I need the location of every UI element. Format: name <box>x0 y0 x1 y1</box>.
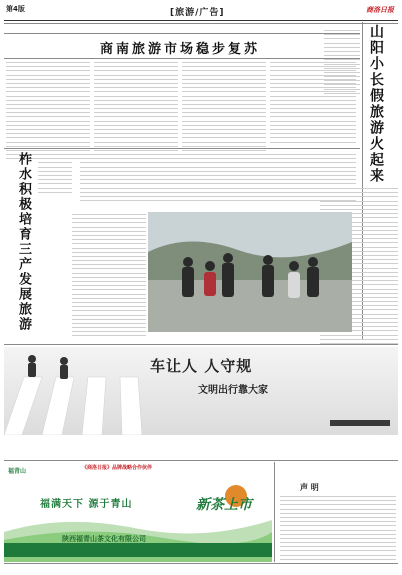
header-rule <box>4 20 398 21</box>
ad-slogan: 福满天下 源于青山 <box>40 499 133 510</box>
rule <box>4 58 360 59</box>
ad-top-line: 《商洛日报》品牌战略合作伙伴 <box>82 465 153 471</box>
rule <box>274 462 275 562</box>
article-3-col-1 <box>72 214 146 340</box>
section-title: [旅游/广告] <box>170 8 225 18</box>
page-number: 第4版 <box>6 5 25 13</box>
rule <box>4 148 360 149</box>
ad-company: 陕西福青山茶文化有限公司 <box>62 535 146 543</box>
header-rule-thin <box>4 23 398 24</box>
article-3-top-rows <box>80 154 356 204</box>
tourism-photo <box>148 212 352 332</box>
ad-brand: 新茶上市 <box>196 497 252 513</box>
article-3-col-0 <box>38 154 72 196</box>
ad-credit-bar <box>330 420 390 426</box>
paper-name: 商洛日报 <box>366 6 394 14</box>
article-2-headline: 山阳小长假旅游火起来 <box>368 24 384 184</box>
article-3-headline: 柞水积极培育三产发展旅游 <box>16 152 31 332</box>
ad-banner-title: 车让人 人守规 <box>150 357 253 375</box>
rule <box>4 33 360 34</box>
article-1-headline: 商南旅游市场稳步复苏 <box>99 42 260 57</box>
notice-title: 声 明 <box>300 483 319 492</box>
rule <box>4 460 398 461</box>
ad-contact-bar <box>4 543 272 557</box>
rule <box>4 563 398 564</box>
ad-banner-subtitle: 文明出行靠大家 <box>198 385 268 396</box>
notice-body <box>280 496 396 563</box>
brand-logo: 福青山 <box>8 468 27 475</box>
rule <box>4 344 398 345</box>
article-2-intro <box>324 30 360 97</box>
